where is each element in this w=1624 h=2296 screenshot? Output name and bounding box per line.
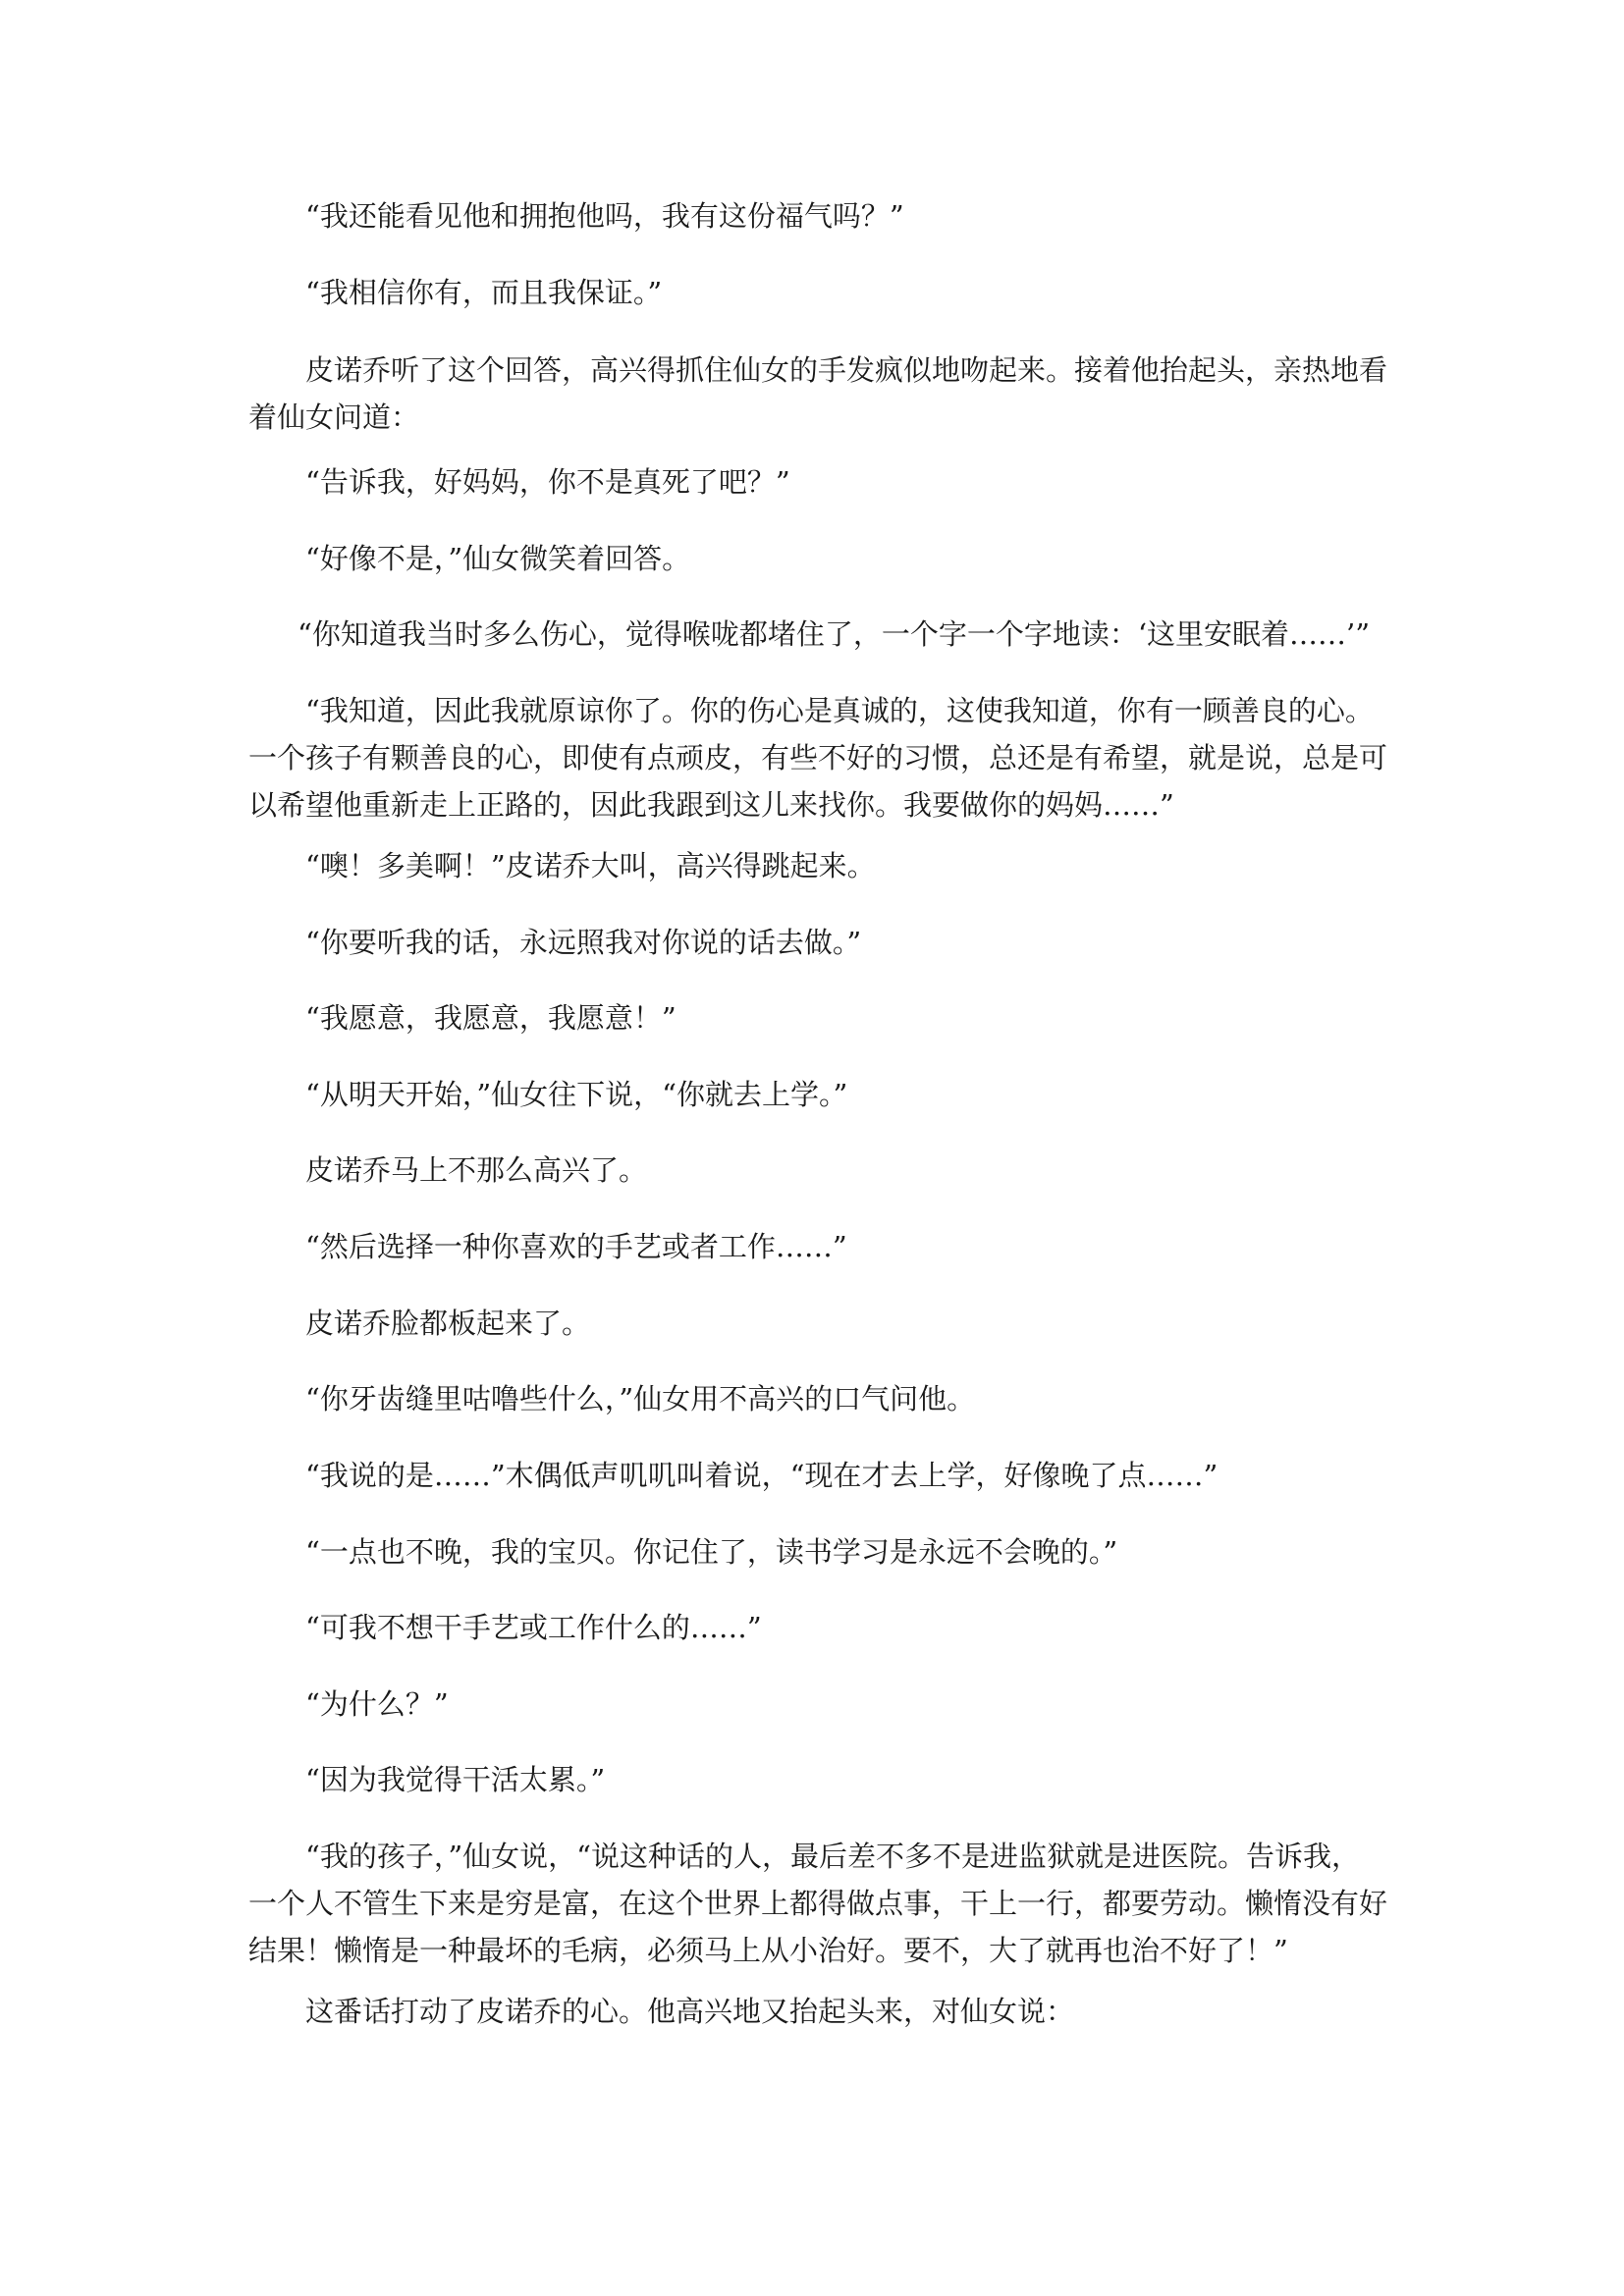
paragraph-22: 这番话打动了皮诺乔的心。他高兴地又抬起头来，对仙女说： <box>305 1995 1075 2028</box>
paragraph-19: “为什么？” <box>305 1687 449 1721</box>
paragraph-15: “你牙齿缝里咕噜些什么，”仙女用不高兴的口气问他。 <box>305 1382 976 1415</box>
paragraph-17: “一点也不晚，我的宝贝。你记住了，读书学习是永远不会晚的。” <box>305 1535 1118 1569</box>
paragraph-2: “我相信你有，而且我保证。” <box>305 276 663 309</box>
paragraph-5: “好像不是，”仙女微笑着回答。 <box>305 542 691 575</box>
paragraph-4: “告诉我，好妈妈，你不是真死了吧？” <box>305 465 790 499</box>
paragraph-14: 皮诺乔脸都板起来了。 <box>305 1307 591 1340</box>
paragraph-18: “可我不想干手艺或工作什么的……” <box>305 1611 762 1644</box>
paragraph-10: “我愿意，我愿意，我愿意！” <box>305 1001 677 1035</box>
paragraph-21: “我的孩子，”仙女说，“说这种话的人，最后差不多不是进监狱就是进医院。告诉我，一个人不管生下来是穷是富，在这个世界上都得做点事，干上一行，都要劳动。懒惰没有好结果！懒惰是一种最坏的毛病，必须马上从小治好。要不，大了就再也治不好了！” <box>248 1840 1388 1967</box>
paragraph-7: “我知道，因此我就原谅你了。你的伤心是真诚的，这使我知道，你有一顾善良的心。一个孩子有颗善良的心，即使有点顽皮，有些不好的习惯，总还是有希望，就是说，总是可以希望他重新走上正路的，因此我跟到这儿来找你。我要做你的妈妈……” <box>248 694 1388 822</box>
paragraph-12: 皮诺乔马上不那么高兴了。 <box>305 1153 648 1187</box>
paragraph-11: “从明天开始，”仙女往下说，“你就去上学。” <box>305 1078 848 1111</box>
paragraph-3: 皮诺乔听了这个回答，高兴得抓住仙女的手发疯似地吻起来。接着他抬起头，亲热地看着仙女问道： <box>248 353 1388 434</box>
paragraph-16: “我说的是……”木偶低声叽叽叫着说，“现在才去上学，好像晚了点……” <box>305 1459 1218 1492</box>
paragraph-8: “噢！多美啊！”皮诺乔大叫，高兴得跳起来。 <box>305 849 876 882</box>
paragraph-9: “你要听我的话，永远照我对你说的话去做。” <box>305 926 862 959</box>
paragraph-13: “然后选择一种你喜欢的手艺或者工作……” <box>305 1230 847 1263</box>
paragraph-6: “你知道我当时多么伤心，觉得喉咙都堵住了，一个字一个字地读：‘这里安眠着……’” <box>298 617 1371 651</box>
paragraph-1: “我还能看见他和拥抱他吗，我有这份福气吗？” <box>305 199 904 233</box>
paragraph-20: “因为我觉得干活太累。” <box>305 1763 606 1796</box>
